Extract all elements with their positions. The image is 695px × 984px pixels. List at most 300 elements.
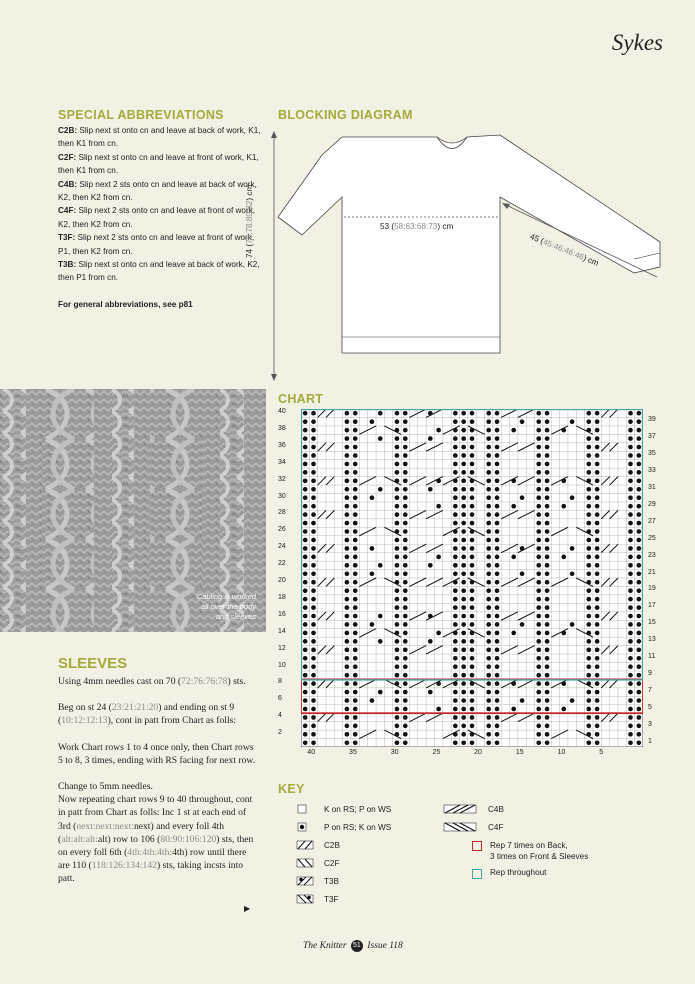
purl-stitch [595,453,600,458]
purl-stitch [395,740,400,745]
purl-stitch [461,419,466,424]
purl-stitch [586,724,591,729]
size-variants: 80:90:106:120 [160,833,217,845]
purl-stitch [403,571,408,576]
chart-row-label: 4 [278,712,282,720]
purl-stitch [486,647,491,652]
purl-stitch [561,707,566,712]
purl-stitch [353,546,358,551]
instruction-text: Change to 5mm needles. [58,781,153,793]
purl-stitch [403,428,408,433]
purl-stitch [403,478,408,483]
purl-stitch [511,428,516,433]
purl-stitch [403,690,408,695]
purl-stitch [403,546,408,551]
purl-stitch [628,707,633,712]
chart-column-label: 40 [307,749,316,756]
purl-stitch [636,495,641,500]
purl-stitch [453,495,458,500]
chart-row-label: 33 [648,467,656,475]
purl-stitch [545,724,550,729]
purl-stitch [495,555,500,560]
purl-stitch [395,698,400,703]
purl-stitch [495,453,500,458]
chart-row-label: 10 [278,661,286,669]
purl-stitch [311,656,316,661]
purl-stitch [545,411,550,416]
instruction-text: Beg on st 24 ( [58,702,112,714]
purl-stitch [545,521,550,526]
purl-stitch [628,622,633,627]
purl-stitch [303,504,308,509]
purl-stitch [628,495,633,500]
purl-stitch [536,707,541,712]
purl-stitch [495,622,500,627]
purl-stitch [486,673,491,678]
purl-stitch [311,732,316,737]
purl-stitch [595,428,600,433]
purl-stitch [595,555,600,560]
purl-stitch [628,656,633,661]
purl-stitch [536,622,541,627]
purl-stitch [436,504,441,509]
chart-row-label: 29 [648,500,656,508]
purl-stitch [353,428,358,433]
purl-stitch [395,563,400,568]
purl-stitch [453,622,458,627]
chart-row-label: 19 [648,585,656,593]
purl-stitch [453,724,458,729]
purl-stitch [403,555,408,560]
purl-stitch [470,664,475,669]
purl-stitch [636,597,641,602]
purl-stitch [311,715,316,720]
purl-stitch [311,495,316,500]
purl-stitch [453,555,458,560]
purl-stitch [353,647,358,652]
purl-stitch [545,673,550,678]
purl-stitch [303,419,308,424]
chart-row-label: 2 [278,729,282,737]
length-measurement: 74 (76:78:80:82) cm [245,184,254,258]
purl-stitch [353,555,358,560]
purl-stitch [453,664,458,669]
purl-stitch [345,504,350,509]
purl-stitch [595,436,600,441]
purl-stitch [303,605,308,610]
purl-stitch [628,521,633,526]
purl-stitch [353,419,358,424]
purl-stitch [395,470,400,475]
purl-stitch [545,605,550,610]
instruction-text: ) and ending on st 9 ( [58,702,235,727]
purl-stitch [453,673,458,678]
purl-stitch [486,597,491,602]
t3b-symbol-icon [296,876,316,886]
purl-stitch [303,571,308,576]
purl-stitch [495,647,500,652]
sleeves-para-2 [58,701,256,727]
purl-stitch [628,715,633,720]
purl-stitch [378,436,383,441]
purl-stitch [453,453,458,458]
purl-stitch [470,546,475,551]
purl-stitch [403,605,408,610]
purl-stitch [545,664,550,669]
chart-row-label: 21 [648,568,656,576]
purl-stitch [636,740,641,745]
purl-stitch [595,690,600,695]
purl-stitch [570,698,575,703]
rep7-box-icon [472,841,482,851]
purl-stitch [545,631,550,636]
purl-stitch [345,521,350,526]
purl-stitch [536,597,541,602]
purl-stitch [303,521,308,526]
purl-stitch [595,732,600,737]
key-c4f: C4F [440,818,588,836]
purl-stitch [395,724,400,729]
purl-stitch [311,411,316,416]
purl-stitch [586,605,591,610]
purl-stitch [303,732,308,737]
purl-stitch [536,698,541,703]
purl-stitch [495,580,500,585]
purl-stitch [353,512,358,517]
purl-stitch [345,495,350,500]
purl-stitch [495,428,500,433]
purl-stitch [486,521,491,526]
purl-stitch [486,639,491,644]
purl-stitch [495,411,500,416]
purl-stitch [486,605,491,610]
purl-stitch [470,512,475,517]
continue-arrow-icon: ▶ [244,904,251,913]
purl-stitch [461,546,466,551]
purl-stitch [586,614,591,619]
purl-stitch [495,740,500,745]
purl-stitch [486,538,491,543]
purl-stitch [470,622,475,627]
purl-stitch [311,512,316,517]
chart-row-label: 14 [278,627,286,635]
purl-stitch [486,445,491,450]
purl-stitch [470,656,475,661]
purl-stitch [311,681,316,686]
purl-stitch [636,462,641,467]
purl-stitch [586,563,591,568]
purl-stitch [511,504,516,509]
purl-stitch [345,453,350,458]
key-t3b: T3B [296,872,391,890]
purl-stitch [345,445,350,450]
purl-stitch [595,538,600,543]
purl-stitch [545,462,550,467]
purl-stitch [536,521,541,526]
purl-stitch [486,411,491,416]
knit-symbol-icon [296,804,316,814]
key-c2b: C2B [296,836,391,854]
purl-stitch [470,707,475,712]
purl-stitch [545,445,550,450]
purl-stitch [595,546,600,551]
purl-stitch [545,588,550,593]
size-variants: alt:alt:alt: [61,833,98,845]
purl-stitch [353,724,358,729]
purl-stitch [403,563,408,568]
purl-stitch [495,478,500,483]
purl-stitch [511,555,516,560]
purl-stitch [570,419,575,424]
chart-column-label: 10 [557,749,566,756]
purl-stitch [586,504,591,509]
purl-stitch [536,588,541,593]
purl-stitch [636,428,641,433]
purl-stitch [303,622,308,627]
purl-stitch [461,563,466,568]
purl-stitch [303,740,308,745]
purl-stitch [495,521,500,526]
purl-stitch [636,724,641,729]
purl-stitch [303,436,308,441]
purl-stitch [461,495,466,500]
purl-stitch [595,419,600,424]
purl-stitch [303,664,308,669]
purl-stitch [353,673,358,678]
purl-stitch [636,555,641,560]
chart-row-label: 40 [278,408,286,415]
purl-stitch [545,478,550,483]
purl-stitch [536,470,541,475]
purl-stitch [436,631,441,636]
purl-stitch [495,546,500,551]
purl-stitch [370,419,375,424]
purl-stitch [545,419,550,424]
purl-stitch [636,445,641,450]
purl-stitch [595,462,600,467]
purl-stitch [545,690,550,695]
purl-stitch [628,555,633,560]
purl-stitch [395,453,400,458]
purl-stitch [628,563,633,568]
purl-stitch [353,631,358,636]
purl-stitch [403,597,408,602]
purl-stitch [403,698,408,703]
purl-stitch [345,597,350,602]
purl-stitch [395,546,400,551]
purl-stitch [345,538,350,543]
purl-stitch [311,445,316,450]
purl-stitch [628,445,633,450]
instruction-text: Now repeating chart rows 9 to 40 throughout, cont in patt from Chart as folls: Inc 1 st at each end of 3rd ( [58,794,253,832]
purl-stitch [345,546,350,551]
purl-stitch [453,487,458,492]
purl-stitch [428,690,433,695]
purl-stitch [345,436,350,441]
purl-stitch [511,707,516,712]
purl-stitch [636,647,641,652]
purl-stitch [595,715,600,720]
purl-symbol-icon [296,822,316,832]
purl-stitch [403,462,408,467]
purl-stitch [495,538,500,543]
purl-stitch [486,419,491,424]
purl-stitch [378,639,383,644]
sleeve-measurement: 45 (45:46:46:46) cm [528,232,600,268]
purl-stitch [353,521,358,526]
purl-stitch [486,656,491,661]
c4b-symbol-icon [440,804,480,814]
abbreviation-item: C4B: Slip next 2 sts onto cn and leave at back of work, K2, then K2 from cn. [58,179,257,203]
purl-stitch [353,690,358,695]
purl-stitch [345,690,350,695]
purl-stitch [395,588,400,593]
purl-stitch [303,478,308,483]
purl-stitch [486,462,491,467]
purl-stitch [570,546,575,551]
purl-stitch [470,698,475,703]
chart-heading: CHART [278,392,324,406]
purl-stitch [403,664,408,669]
chart-row-label: 16 [278,610,286,618]
purl-stitch [595,504,600,509]
purl-stitch [636,411,641,416]
purl-stitch [636,504,641,509]
purl-stitch [486,681,491,686]
chart-row-label: 15 [648,619,656,627]
purl-stitch [586,546,591,551]
key-knit: K on RS; P on WS [296,800,391,818]
purl-stitch [636,614,641,619]
purl-stitch [536,647,541,652]
purl-stitch [536,478,541,483]
chart-row-label: 5 [648,703,652,711]
purl-stitch [486,698,491,703]
purl-stitch [453,707,458,712]
purl-stitch [636,470,641,475]
purl-stitch [395,538,400,543]
purl-stitch [461,580,466,585]
chart-row-label: 9 [648,669,652,677]
purl-stitch [495,707,500,712]
purl-stitch [311,436,316,441]
purl-stitch [370,546,375,551]
purl-stitch [495,698,500,703]
purl-stitch [545,529,550,534]
purl-stitch [453,521,458,526]
purl-stitch [311,555,316,560]
purl-stitch [353,698,358,703]
page-number: 51 [351,940,363,952]
size-variants: 72:76:76:78 [181,676,228,687]
purl-stitch [370,698,375,703]
purl-stitch [453,445,458,450]
purl-stitch [486,631,491,636]
chart-row-label: 1 [648,737,652,745]
purl-stitch [395,614,400,619]
purl-stitch [395,419,400,424]
purl-stitch [395,571,400,576]
purl-stitch [303,580,308,585]
purl-stitch [628,538,633,543]
purl-stitch [353,504,358,509]
purl-stitch [628,504,633,509]
purl-stitch [453,740,458,745]
purl-stitch [495,419,500,424]
chart-row-label: 11 [648,653,656,661]
chart-column-labels [301,749,643,761]
abbreviation-item: C4F: Slip next 2 sts onto cn and leave at front of work, K2, then K2 from cn. [58,206,256,229]
purl-stitch [303,631,308,636]
purl-stitch [636,563,641,568]
purl-stitch [461,436,466,441]
purl-stitch [628,597,633,602]
purl-stitch [345,605,350,610]
purl-stitch [470,495,475,500]
purl-stitch [470,605,475,610]
purl-stitch [303,588,308,593]
chart-row-label: 18 [278,593,286,601]
purl-stitch [495,563,500,568]
purl-stitch [486,571,491,576]
purl-stitch [586,495,591,500]
purl-stitch [345,563,350,568]
purl-stitch [636,487,641,492]
purl-stitch [586,521,591,526]
purl-stitch [545,698,550,703]
abbreviation-item: T3F: Slip next 2 sts onto cn and leave at front of work, P1, then K2 from cn. [58,233,255,256]
purl-stitch [586,715,591,720]
purl-stitch [311,538,316,543]
chart-column-label: 20 [474,749,482,756]
purl-stitch [628,411,633,416]
purl-stitch [470,715,475,720]
purl-stitch [486,487,491,492]
purl-stitch [536,664,541,669]
purl-stitch [520,571,525,576]
chart-row-label: 26 [278,526,286,534]
purl-stitch [511,631,516,636]
key-left-column [296,800,391,908]
purl-stitch [345,512,350,517]
instruction-text: alt) row to 106 ( [97,833,161,845]
chart-row-label: 34 [278,458,286,466]
purl-stitch [345,555,350,560]
purl-stitch [536,436,541,441]
purl-stitch [353,597,358,602]
purl-stitch [303,563,308,568]
purl-stitch [353,656,358,661]
purl-stitch [403,470,408,475]
purl-stitch [595,588,600,593]
purl-stitch [403,495,408,500]
purl-stitch [545,555,550,560]
cable-knit-photo [0,389,266,632]
purl-stitch [586,419,591,424]
chart-row-label: 37 [648,433,656,441]
purl-stitch [303,411,308,416]
purl-stitch [536,639,541,644]
purl-stitch [628,605,633,610]
photo-caption: Cabling is worked all over the body and sleeves [196,592,256,621]
purl-stitch [586,698,591,703]
purl-stitch [461,656,466,661]
purl-stitch [486,546,491,551]
purl-stitch [403,681,408,686]
purl-stitch [403,622,408,627]
purl-stitch [545,563,550,568]
purl-stitch [595,622,600,627]
